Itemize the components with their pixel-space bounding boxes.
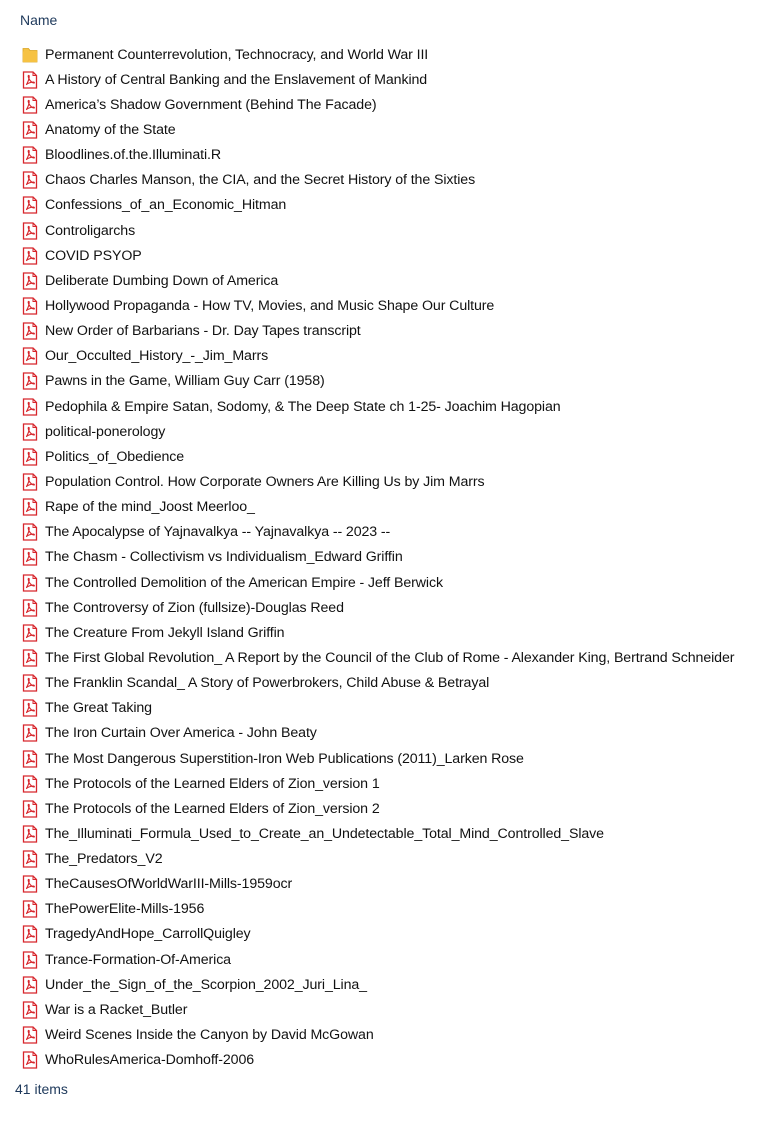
- file-row[interactable]: [22, 168, 782, 193]
- file-row[interactable]: [22, 495, 782, 520]
- file-name: The Controversy of Zion (fullsize)-Douglas Reed: [45, 599, 344, 616]
- file-name: Trance-Formation-Of-America: [45, 951, 231, 968]
- file-name: The Iron Curtain Over America - John Beaty: [45, 725, 317, 742]
- file-name: Hollywood Propaganda - How TV, Movies, and Music Shape Our Culture: [45, 297, 495, 314]
- file-name: The_Illuminati_Formula_Used_to_Create_an_Undetectable_Total_Mind_Controlled_Slave: [45, 825, 604, 842]
- pdf-file-icon: [22, 322, 38, 340]
- file-row[interactable]: [22, 847, 782, 872]
- file-row[interactable]: [22, 369, 782, 394]
- file-name: Anatomy of the State: [45, 121, 176, 138]
- file-name: Pedophila & Empire Satan, Sodomy, & The Deep State ch 1-25- Joachim Hagopian: [45, 398, 561, 415]
- pdf-file-icon: [22, 523, 38, 541]
- pdf-file-icon: [22, 423, 38, 441]
- file-row[interactable]: [22, 1022, 782, 1047]
- file-name: Pawns in the Game, William Guy Carr (1958): [45, 373, 325, 390]
- pdf-file-icon: [22, 196, 38, 214]
- pdf-file-icon: [22, 724, 38, 742]
- file-name: Weird Scenes Inside the Canyon by David McGowan: [45, 1027, 374, 1044]
- pdf-file-icon: [22, 1001, 38, 1019]
- folder-icon: [22, 46, 38, 64]
- status-item-count: 41 items: [15, 1081, 68, 1097]
- pdf-file-icon: [22, 272, 38, 290]
- pdf-file-icon: [22, 1026, 38, 1044]
- file-row[interactable]: [22, 545, 782, 570]
- file-name: TragedyAndHope_CarrollQuigley: [45, 926, 251, 943]
- file-name: TheCausesOfWorldWarIII-Mills-1959ocr: [45, 876, 293, 893]
- pdf-file-icon: [22, 1051, 38, 1069]
- file-name: COVID PSYOP: [45, 247, 142, 264]
- file-row[interactable]: [22, 1048, 782, 1073]
- pdf-file-icon: [22, 976, 38, 994]
- file-row[interactable]: [22, 344, 782, 369]
- pdf-file-icon: [22, 146, 38, 164]
- file-row[interactable]: [22, 947, 782, 972]
- file-name: A History of Central Banking and the Enslavement of Mankind: [45, 71, 428, 88]
- file-row[interactable]: [22, 469, 782, 494]
- file-row[interactable]: [22, 268, 782, 293]
- pdf-file-icon: [22, 498, 38, 516]
- file-name: The Protocols of the Learned Elders of Zion_version 2: [45, 800, 380, 817]
- column-header-name[interactable]: Name: [20, 12, 58, 28]
- pdf-file-icon: [22, 71, 38, 89]
- file-row[interactable]: [22, 419, 782, 444]
- file-name: Politics_of_Obedience: [45, 448, 185, 465]
- pdf-file-icon: [22, 850, 38, 868]
- file-row[interactable]: [22, 394, 782, 419]
- file-row[interactable]: [22, 746, 782, 771]
- file-list: [22, 42, 782, 1073]
- file-row[interactable]: [22, 821, 782, 846]
- file-row[interactable]: [22, 117, 782, 142]
- file-row[interactable]: [22, 997, 782, 1022]
- file-name: The First Global Revolution_ A Report by the Council of the Club of Rome - Alexander King, Bertrand Schneider: [45, 649, 735, 666]
- file-row[interactable]: [22, 620, 782, 645]
- file-row[interactable]: [22, 897, 782, 922]
- pdf-file-icon: [22, 900, 38, 918]
- file-name: The Controlled Demolition of the American Empire - Jeff Berwick: [45, 574, 443, 591]
- file-row[interactable]: [22, 796, 782, 821]
- file-name: The_Predators_V2: [45, 851, 163, 868]
- file-name: political-ponerology: [45, 423, 166, 440]
- file-row[interactable]: [22, 872, 782, 897]
- file-name: ThePowerElite-Mills-1956: [45, 901, 205, 918]
- pdf-file-icon: [22, 750, 38, 768]
- file-row[interactable]: [22, 771, 782, 796]
- pdf-file-icon: [22, 649, 38, 667]
- pdf-file-icon: [22, 624, 38, 642]
- file-name: The Most Dangerous Superstition-Iron Web Publications (2011)_Larken Rose: [45, 750, 524, 767]
- file-name: Bloodlines.of.the.Illuminati.R: [45, 147, 222, 164]
- pdf-file-icon: [22, 875, 38, 893]
- file-row[interactable]: [22, 67, 782, 92]
- pdf-file-icon: [22, 347, 38, 365]
- pdf-file-icon: [22, 951, 38, 969]
- pdf-file-icon: [22, 372, 38, 390]
- pdf-file-icon: [22, 96, 38, 114]
- file-name: Under_the_Sign_of_the_Scorpion_2002_Juri_Lina_: [45, 976, 367, 993]
- file-name: America’s Shadow Government (Behind The Facade): [45, 96, 377, 113]
- pdf-file-icon: [22, 699, 38, 717]
- file-row[interactable]: [22, 319, 782, 344]
- file-row[interactable]: [22, 671, 782, 696]
- file-name: Population Control. How Corporate Owners Are Killing Us by Jim Marrs: [45, 473, 485, 490]
- file-name: New Order of Barbarians - Dr. Day Tapes transcript: [45, 323, 361, 340]
- pdf-file-icon: [22, 171, 38, 189]
- pdf-file-icon: [22, 473, 38, 491]
- pdf-file-icon: [22, 448, 38, 466]
- file-name: WhoRulesAmerica-Domhoff-2006: [45, 1052, 255, 1069]
- file-name: Confessions_of_an_Economic_Hitman: [45, 197, 287, 214]
- file-row[interactable]: [22, 972, 782, 997]
- file-name: The Great Taking: [45, 700, 152, 717]
- file-name: War is a Racket_Butler: [45, 1001, 188, 1018]
- file-row[interactable]: [22, 92, 782, 117]
- pdf-file-icon: [22, 825, 38, 843]
- file-row[interactable]: [22, 218, 782, 243]
- file-row[interactable]: [22, 520, 782, 545]
- pdf-file-icon: [22, 674, 38, 692]
- file-name: The Protocols of the Learned Elders of Zion_version 1: [45, 775, 380, 792]
- file-name: Permanent Counterrevolution, Technocracy, and World War III: [45, 46, 429, 63]
- file-row[interactable]: [22, 721, 782, 746]
- file-name: Rape of the mind_Joost Meerloo_: [45, 499, 255, 516]
- pdf-file-icon: [22, 297, 38, 315]
- file-row[interactable]: [22, 595, 782, 620]
- file-row[interactable]: [22, 293, 782, 318]
- pdf-file-icon: [22, 574, 38, 592]
- file-row[interactable]: [22, 243, 782, 268]
- file-row[interactable]: [22, 143, 782, 168]
- file-row[interactable]: [22, 696, 782, 721]
- folder-row[interactable]: [22, 42, 782, 67]
- file-name: The Apocalypse of Yajnavalkya -- Yajnavalkya -- 2023 --: [45, 524, 391, 541]
- pdf-file-icon: [22, 222, 38, 240]
- pdf-file-icon: [22, 925, 38, 943]
- file-name: Deliberate Dumbing Down of America: [45, 272, 279, 289]
- pdf-file-icon: [22, 121, 38, 139]
- file-name: The Franklin Scandal_ A Story of Powerbrokers, Child Abuse & Betrayal: [45, 675, 490, 692]
- file-name: Controligarchs: [45, 222, 136, 239]
- pdf-file-icon: [22, 247, 38, 265]
- pdf-file-icon: [22, 398, 38, 416]
- file-row[interactable]: [22, 570, 782, 595]
- file-row[interactable]: [22, 444, 782, 469]
- pdf-file-icon: [22, 548, 38, 566]
- file-name: Chaos Charles Manson, the CIA, and the Secret History of the Sixties: [45, 172, 476, 189]
- file-name: The Chasm - Collectivism vs Individualism_Edward Griffin: [45, 549, 403, 566]
- pdf-file-icon: [22, 775, 38, 793]
- pdf-file-icon: [22, 800, 38, 818]
- file-row[interactable]: [22, 645, 782, 670]
- file-name: Our_Occulted_History_-_Jim_Marrs: [45, 348, 269, 365]
- pdf-file-icon: [22, 599, 38, 617]
- file-row[interactable]: [22, 193, 782, 218]
- file-name: The Creature From Jekyll Island Griffin: [45, 624, 285, 641]
- file-row[interactable]: [22, 922, 782, 947]
